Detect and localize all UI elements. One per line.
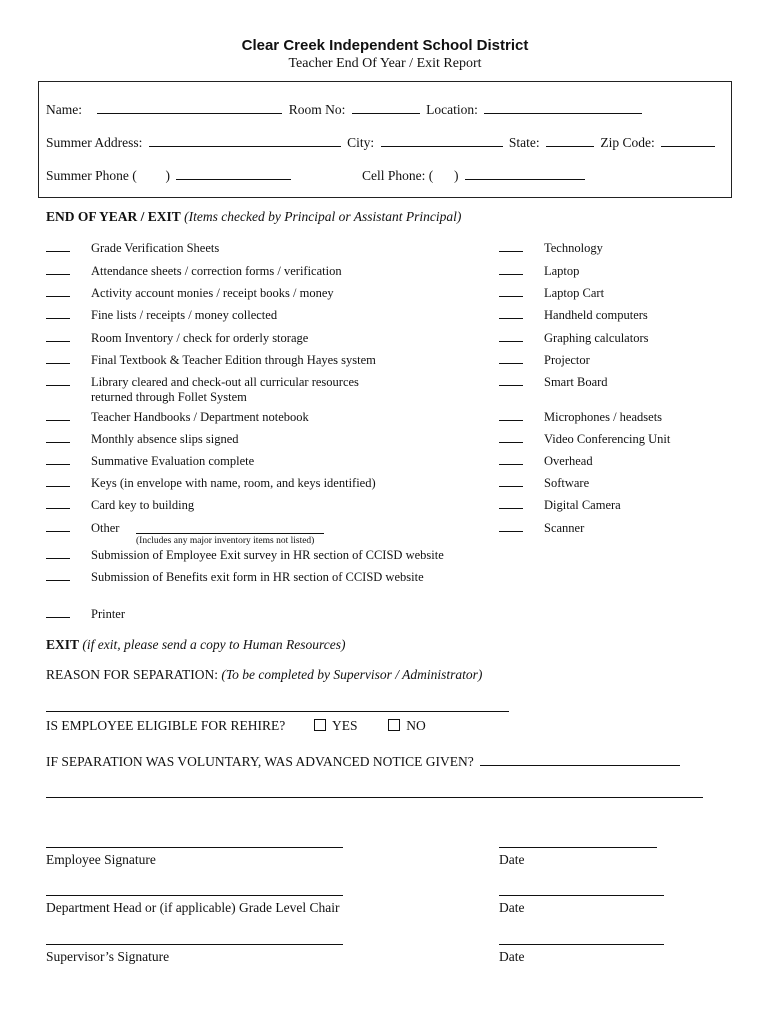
name-label: Name: — [46, 102, 82, 117]
check-blank[interactable] — [46, 296, 70, 297]
check-blank[interactable] — [46, 617, 70, 618]
check-blank[interactable] — [499, 385, 523, 386]
department-head-date-line[interactable] — [499, 895, 664, 896]
checklist-item-label: Laptop Cart — [544, 286, 605, 300]
city-label: City: — [347, 135, 375, 150]
checklist-item-label: Final Textbook & Teacher Edition through Hayes system — [91, 353, 376, 367]
checklist-item — [499, 264, 523, 279]
checklist-item — [46, 410, 70, 425]
checklist-item-label: Technology — [544, 241, 603, 255]
check-blank[interactable] — [46, 385, 70, 386]
employee-signature-label: Employee Signature — [46, 852, 156, 867]
name-field[interactable] — [97, 101, 282, 114]
checklist-item — [46, 308, 70, 323]
checklist-item-label: Projector — [544, 353, 590, 367]
room-label: Room No: — [288, 102, 346, 117]
report-title: Teacher End Of Year / Exit Report — [288, 56, 482, 71]
checklist-item — [46, 264, 70, 279]
cell-phone-row — [362, 167, 588, 184]
checklist-item-label: Grade Verification Sheets — [91, 241, 220, 255]
check-blank[interactable] — [499, 508, 523, 509]
checklist-item-label: Video Conferencing Unit — [544, 432, 671, 446]
check-blank[interactable] — [46, 508, 70, 509]
checklist-item-label: Printer — [91, 607, 126, 621]
eoy-heading-note: (Items checked by Principal or Assistant Principal) — [184, 209, 462, 224]
checklist-item-label: Laptop — [544, 264, 580, 278]
checklist-item-label: Keys (in envelope with name, room, and keys identified) — [91, 476, 376, 490]
cell-phone-close: ) — [454, 168, 459, 183]
check-blank[interactable] — [499, 363, 523, 364]
summer-address-label: Summer Address: — [46, 135, 143, 150]
eoy-heading-title: END OF YEAR / EXIT — [46, 209, 181, 224]
checklist-item — [499, 521, 523, 536]
check-blank[interactable] — [46, 486, 70, 487]
rehire-no-label: NO — [406, 718, 426, 733]
checklist-item — [46, 548, 70, 563]
checklist-item — [46, 286, 70, 301]
rehire-yes-label: YES — [331, 718, 358, 733]
check-blank[interactable] — [499, 251, 523, 252]
checklist-item — [499, 498, 523, 513]
state-label: State: — [508, 135, 540, 150]
checklist-item-label: Activity account monies / receipt books / money — [91, 286, 334, 300]
exit-heading-title: EXIT — [46, 637, 80, 652]
summer-phone-label: Summer Phone ( — [46, 168, 137, 183]
checklist-item — [499, 454, 523, 469]
checklist-item — [46, 607, 70, 622]
zip-field[interactable] — [661, 134, 715, 147]
checklist-item — [499, 476, 523, 491]
rehire-yes-checkbox[interactable] — [314, 719, 326, 731]
department-head-signature-label: Department Head or (if applicable) Grade Level Chair — [46, 900, 340, 915]
check-blank[interactable] — [499, 464, 523, 465]
location-field[interactable] — [484, 101, 642, 114]
exit-heading — [46, 637, 345, 653]
employee-date-label: Date — [499, 852, 525, 867]
summer-phone-close: ) — [165, 168, 170, 183]
checklist-item — [46, 241, 70, 256]
supervisor-signature-label: Supervisor’s Signature — [46, 949, 170, 964]
supervisor-signature-line[interactable] — [46, 944, 343, 945]
checklist-item-label: Card key to building — [91, 498, 195, 512]
checklist-item — [46, 570, 70, 585]
check-blank[interactable] — [499, 318, 523, 319]
checklist-item — [499, 375, 523, 390]
reason-note: (To be completed by Supervisor / Administrator) — [221, 667, 483, 682]
checklist-item — [499, 286, 523, 301]
department-head-date-label: Date — [499, 900, 525, 915]
employee-date-line[interactable] — [499, 847, 657, 848]
checklist-item — [46, 498, 70, 513]
checklist-item-label: Other — [91, 521, 120, 535]
checklist-item — [499, 308, 523, 323]
check-blank[interactable] — [499, 531, 523, 532]
check-blank[interactable] — [46, 420, 70, 421]
eoy-heading — [46, 209, 461, 225]
summer-phone-field[interactable] — [176, 167, 291, 180]
check-blank[interactable] — [46, 274, 70, 275]
checklist-item — [46, 353, 70, 368]
supervisor-date-line[interactable] — [499, 944, 664, 945]
notice-question: IF SEPARATION WAS VOLUNTARY, WAS ADVANCED NOTICE GIVEN? — [46, 754, 474, 769]
reason-row — [46, 667, 482, 683]
district-title: Clear Creek Independent School District — [241, 37, 529, 54]
rehire-question: IS EMPLOYEE ELIGIBLE FOR REHIRE? — [46, 718, 286, 733]
checklist-item-label: Monthly absence slips signed — [91, 432, 239, 446]
checklist-item — [46, 476, 70, 491]
checklist-item — [46, 454, 70, 469]
department-head-signature-line[interactable] — [46, 895, 343, 896]
checklist-item-label-line2: returned through Follet System — [91, 390, 247, 404]
summer-address-field[interactable] — [149, 134, 341, 147]
other-field[interactable] — [136, 533, 324, 534]
check-blank[interactable] — [46, 442, 70, 443]
checklist-item-label: Fine lists / receipts / money collected — [91, 308, 278, 322]
checklist-item — [46, 331, 70, 346]
exit-heading-note: (if exit, please send a copy to Human Resources) — [82, 637, 346, 652]
phone-row — [46, 167, 294, 184]
checklist-item — [46, 432, 70, 447]
check-blank[interactable] — [499, 486, 523, 487]
checklist-item — [46, 521, 70, 536]
state-field[interactable] — [546, 134, 594, 147]
checklist-item — [499, 241, 523, 256]
checklist-item-label: Library cleared and check-out all curricular resources — [91, 375, 359, 389]
check-blank[interactable] — [46, 558, 70, 559]
location-label: Location: — [426, 102, 478, 117]
name-row — [46, 101, 645, 118]
employee-signature-line[interactable] — [46, 847, 343, 848]
checklist-item — [46, 375, 70, 390]
cell-phone-field[interactable] — [465, 167, 585, 180]
check-blank[interactable] — [499, 442, 523, 443]
other-note: (Includes any major inventory items not listed) — [136, 536, 315, 546]
check-blank[interactable] — [46, 341, 70, 342]
checklist-item-label: Summative Evaluation complete — [91, 454, 255, 468]
supervisor-date-label: Date — [499, 949, 525, 964]
reason-field[interactable] — [46, 711, 509, 712]
check-blank[interactable] — [46, 464, 70, 465]
checklist-item — [499, 432, 523, 447]
check-blank[interactable] — [46, 251, 70, 252]
notice-field[interactable] — [480, 753, 680, 766]
checklist-item-label: Graphing calculators — [544, 331, 649, 345]
address-row — [46, 134, 718, 151]
checklist-item-label: Submission of Benefits exit form in HR section of CCISD website — [91, 570, 424, 584]
zip-label: Zip Code: — [600, 135, 655, 150]
checklist-item-label: Digital Camera — [544, 498, 621, 512]
checklist-item-label: Room Inventory / check for orderly storage — [91, 331, 309, 345]
check-blank[interactable] — [46, 363, 70, 364]
check-blank[interactable] — [499, 274, 523, 275]
checklist-item-label: Submission of Employee Exit survey in HR section of CCISD website — [91, 548, 444, 562]
checklist-item-label: Microphones / headsets — [544, 410, 663, 424]
checklist-item — [499, 331, 523, 346]
check-blank[interactable] — [499, 341, 523, 342]
notice-extra-line[interactable] — [46, 797, 703, 798]
checklist-item-label: Scanner — [544, 521, 585, 535]
rehire-row — [46, 718, 426, 734]
checklist-item-label: Overhead — [544, 454, 593, 468]
check-blank[interactable] — [46, 531, 70, 532]
check-blank[interactable] — [499, 420, 523, 421]
checklist-item-label: Software — [544, 476, 590, 490]
cell-phone-label: Cell Phone: ( — [362, 168, 434, 183]
checklist-item — [499, 410, 523, 425]
city-field[interactable] — [381, 134, 503, 147]
checklist-item — [499, 353, 523, 368]
checklist-item-label: Smart Board — [544, 375, 608, 389]
checklist-item-label: Handheld computers — [544, 308, 648, 322]
check-blank[interactable] — [46, 318, 70, 319]
check-blank[interactable] — [499, 296, 523, 297]
room-field[interactable] — [352, 101, 420, 114]
checklist-item-label: Attendance sheets / correction forms / verification — [91, 264, 342, 278]
reason-label: REASON FOR SEPARATION: — [46, 667, 219, 682]
notice-row — [46, 753, 683, 770]
checklist-item-label: Teacher Handbooks / Department notebook — [91, 410, 309, 424]
check-blank[interactable] — [46, 580, 70, 581]
rehire-no-checkbox[interactable] — [388, 719, 400, 731]
